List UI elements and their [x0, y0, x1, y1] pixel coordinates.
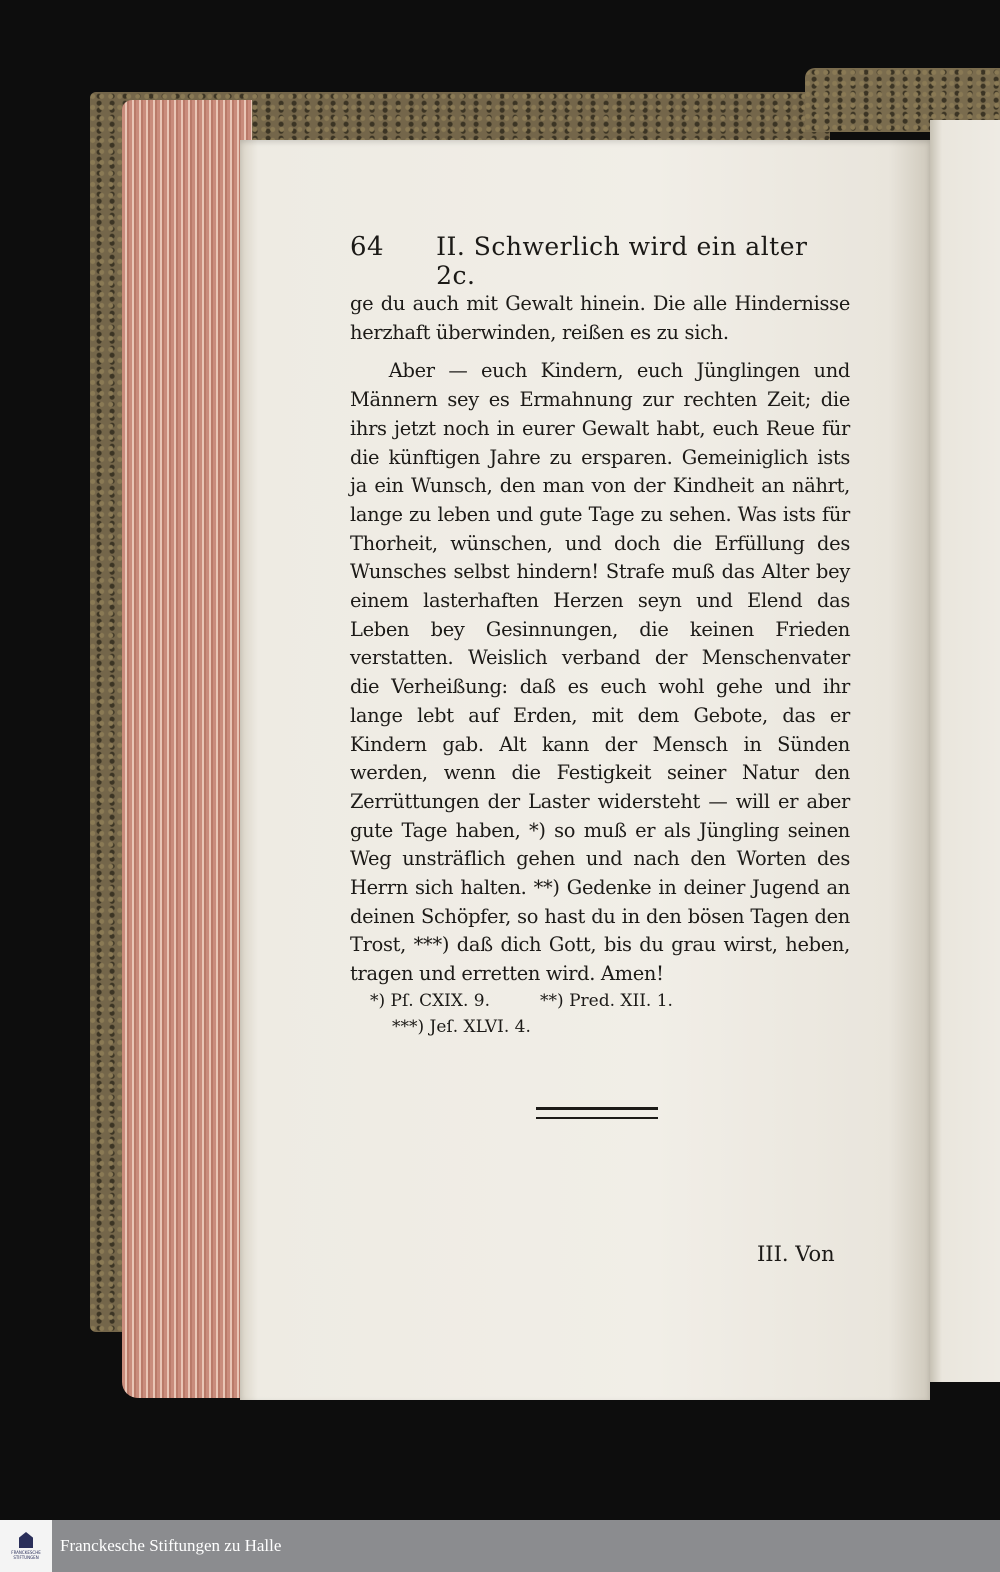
section-rule — [536, 1107, 658, 1119]
page-number: 64 — [350, 232, 385, 262]
running-head-title: II. Schwerlich wird ein alter 2c. — [436, 232, 808, 290]
logo-text-2: STIFTUNGEN — [13, 1555, 39, 1560]
catchword: III. Von — [757, 1242, 835, 1266]
page-edges — [122, 100, 252, 1398]
building-icon — [19, 1532, 33, 1548]
footnote: **) Pred. XII. 1. — [540, 991, 673, 1011]
footnotes — [350, 988, 870, 1040]
institution-logo[interactable] — [0, 1520, 52, 1572]
body-text — [350, 290, 850, 989]
footnote: *) Pſ. CXIX. 9. — [370, 991, 491, 1011]
logo-text-1: FRANCKESCHE — [11, 1550, 41, 1555]
running-head — [350, 232, 850, 290]
facing-page — [930, 120, 1000, 1382]
paragraph: Aber — euch Kindern, euch Jünglingen und Männern sey es Ermahnung zur rechten Zeit; die ihrs jetzt noch in eurer Gewalt habt, euch Reue für die künftigen Jahre zu ersparen. Gemeiniglich ists ja ein Wunsch, den man von der Kindheit an nährt, lange zu leben und gute Tage zu sehen. Was ists für Thorheit, wünschen, und doch die Erfüllung des Wunsches selbst hindern! Strafe muß das Alter bey einem lasterhaften Herzen seyn und Elend das Leben bey Gesinnungen, die keinen Frieden verstatten. Weislich verband der Menschenvater die Verheißung: daß es euch wohl gehe und ihr lange lebt auf Erden, mit dem Gebote, das er Kindern gab. Alt kann der Mensch in Sünden werden, wenn die Festigkeit seiner Natur den Zerrüttungen der Laster widersteht — will er aber gute Tage haben, *) so muß er als Jüngling seinen Weg unsträflich gehen und nach den Worten des Herrn sich halten. **) Gedenke in deiner Jugend an deinen Schöpfer, so hast du in den bösen Tagen den Trost, ***) daß dich Gott, bis du grau wirst, heben, tragen und erretten wird. Amen! — [350, 359, 850, 986]
paragraph: ge du auch mit Gewalt hinein. Die alle Hindernisse herzhaft überwinden, reißen es zu sich. — [350, 292, 850, 344]
institution-name[interactable]: Franckesche Stiftungen zu Halle — [60, 1536, 282, 1555]
footnote: ***) Jeſ. XLVI. 4. — [392, 1017, 531, 1037]
footer-bar — [0, 1520, 1000, 1572]
